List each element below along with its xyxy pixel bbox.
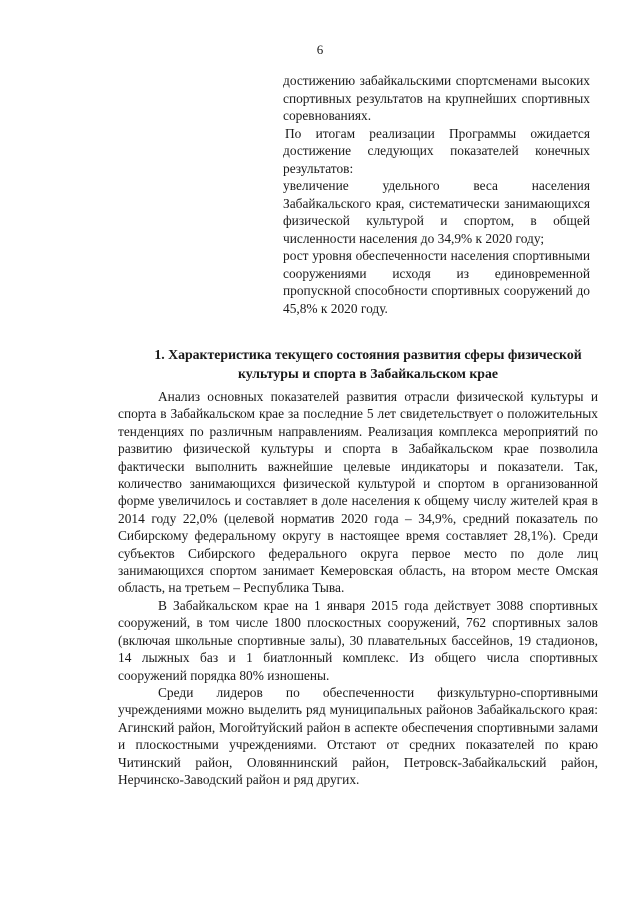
intro-paragraph-3: увеличение удельного веса населения Забайкальского края, систематически занимающихся физической культурой и спортом, в общей численности населения до 34,9% к 2020 году; xyxy=(283,178,590,246)
section-heading xyxy=(128,345,608,383)
intro-block xyxy=(283,72,590,317)
body-paragraph-3: Среди лидеров по обеспеченности физкультурно-спортивными учреждениями можно выделить ряд муниципальных районов Забайкальского края: Агинский район, Могойтуйский район в аспекте обеспечения спортивными залами и плоскостными учреждениями. Отстают от средних показателей по краю Читинский район, Оловяннинский район, Петровск-Забайкальский район, Нерчинско-Заводский район и ряд других. xyxy=(118,684,598,787)
body-paragraph-1: Анализ основных показателей развития отрасли физической культуры и спорта в Забайкальском крае за последние 5 лет свидетельствует о положительных тенденциях по различным направлениям. Реализация комплекса мероприятий по развитию физической культуры и спорта в Забайкальском крае позволила фактически выполнить важнейшие целевые индикаторы и показатели. Так, количество занимающихся физической культурой и спортом в организованной форме увеличилось и составляет в доле населения к общему числу жителей края в 2014 году 22,0% (целевой норматив 2020 года – 34,9%, средний показатель по Сибирскому федеральному округу в настоящее время составляет 28,1%). Среди субъектов Сибирского федерального округа первое место по доле лиц занимающихся спортом занимает Кемеровская область, на втором месте Омская область, на третьем – Республика Тыва. xyxy=(118,389,598,596)
section-body xyxy=(118,388,598,788)
section-heading-line-1: 1. Характеристика текущего состояния развития сферы физической xyxy=(154,347,582,362)
intro-paragraph-1: достижению забайкальскими спортсменами высоких спортивных результатов на крупнейших спортивных соревнованиях. xyxy=(283,73,590,123)
section-heading-line-2: культуры и спорта в Забайкальском крае xyxy=(237,366,498,381)
body-paragraph-2: В Забайкальском крае на 1 января 2015 года действует 3088 спортивных сооружений, в том числе 1800 плоскостных сооружений, 762 спортивных залов (включая школьные спортивные залы), 30 плавательных бассейнов, 19 стадионов, 14 лыжных баз и 1 биатлонный комплекс. Из общего числа спортивных сооружений порядка 80% изношены. xyxy=(118,597,598,683)
intro-paragraph-4: рост уровня обеспеченности населения спортивными сооружениями исходя из единовременной пропускной способности спортивных сооружений до 45,8% к 2020 году. xyxy=(283,248,590,316)
page-number: 6 xyxy=(316,42,324,57)
intro-paragraph-2: По итогам реализации Программы ожидается достижение следующих показателей конечных результатов: xyxy=(283,125,590,176)
